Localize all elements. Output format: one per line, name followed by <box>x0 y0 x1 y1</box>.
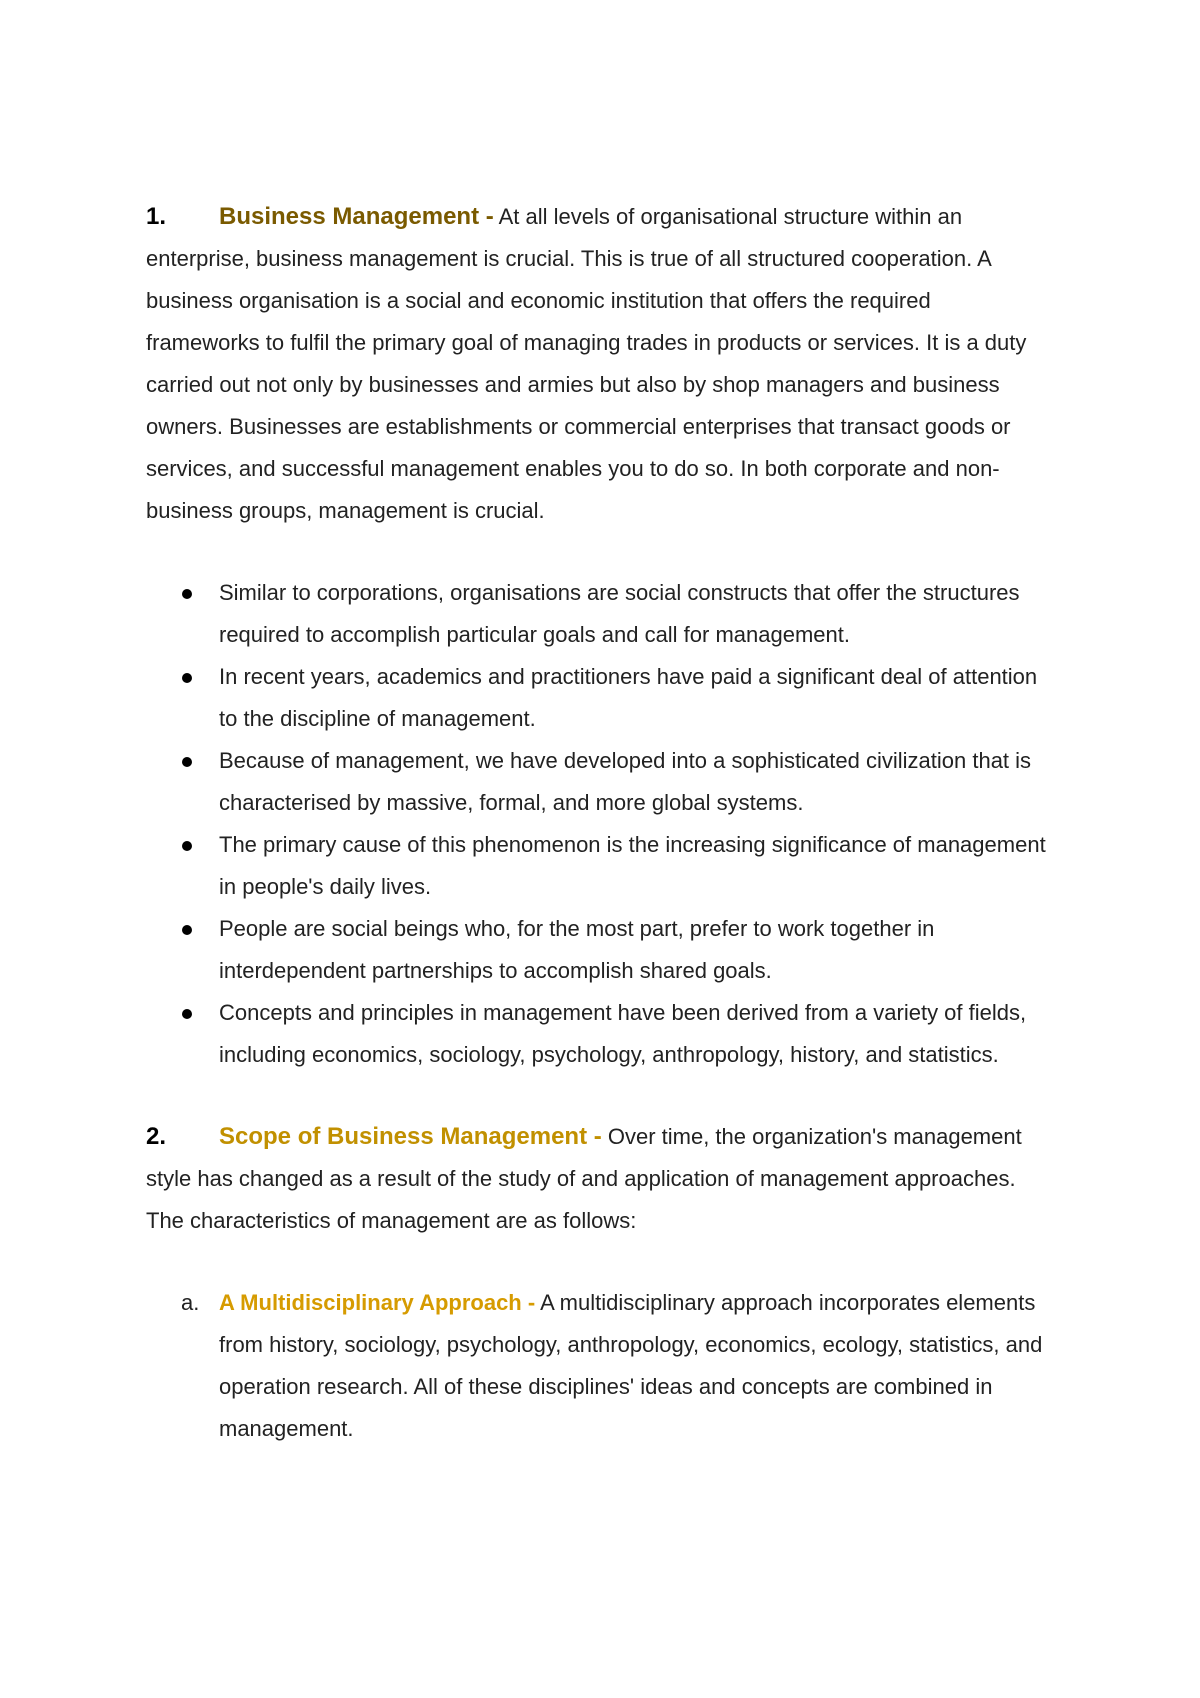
item-text: A multidisciplinary approach incorporates elements from history, sociology, psychology, anthropology, economics, ecology, statistics, and operation research. All of these disciplines' ideas and concepts are combined in management. <box>219 1290 1043 1441</box>
bullet-item <box>219 572 1046 656</box>
bullet-text: Concepts and principles in management have been derived from a variety of fields, including economics, sociology, psychology, anthropology, history, and statistics. <box>219 1000 1027 1067</box>
section-1-text: At all levels of organisational structure within an enterprise, business management is crucial. This is true of all structured cooperation. A business organisation is a social and economic institution that offers the required frameworks to fulfil the primary goal of managing trades in products or services. It is a duty carried out not only by businesses and armies but also by shop managers and business owners. Businesses are establishments or commercial enterprises that transact goods or services, and successful management enables you to do so. In both corporate and non-business groups, management is crucial. <box>146 204 1027 523</box>
bullet-item <box>219 992 1046 1076</box>
bullet-icon <box>182 1009 192 1019</box>
section-1-bullet-list <box>146 572 1046 1076</box>
section-1-paragraph <box>146 196 1046 532</box>
bullet-icon <box>182 841 192 851</box>
section-2-number: 2. <box>146 1123 167 1150</box>
section-2-text: Over time, the organization's management style has changed as a result of the study of and application of management approaches. The characteristics of management are as follows: <box>146 1124 1022 1233</box>
bullet-text: Because of management, we have developed into a sophisticated civilization that is characterised by massive, formal, and more global systems. <box>219 748 1032 815</box>
item-title: A Multidisciplinary Approach - <box>219 1290 536 1315</box>
bullet-item <box>219 908 1046 992</box>
section-1-title: Business Management - <box>219 203 494 230</box>
bullet-text: Similar to corporations, organisations are social constructs that offer the structures required to accomplish particular goals and call for management. <box>219 580 1020 647</box>
list-item <box>181 1282 1046 1450</box>
bullet-text: People are social beings who, for the most part, prefer to work together in interdependent partnerships to accomplish shared goals. <box>219 916 935 983</box>
bullet-icon <box>182 673 192 683</box>
bullet-item <box>219 824 1046 908</box>
item-marker: a. <box>181 1290 200 1315</box>
bullet-text: In recent years, academics and practitioners have paid a significant deal of attention to the discipline of management. <box>219 664 1038 731</box>
bullet-item <box>219 740 1046 824</box>
document-content <box>146 196 1046 1450</box>
section-2-title: Scope of Business Management - <box>219 1123 602 1150</box>
bullet-text: The primary cause of this phenomenon is the increasing significance of management in people's daily lives. <box>219 832 1046 899</box>
bullet-icon <box>182 589 192 599</box>
bullet-icon <box>182 925 192 935</box>
section-2-paragraph <box>146 1116 1046 1242</box>
section-1-number: 1. <box>146 203 167 230</box>
section-2-item-list <box>146 1282 1046 1450</box>
bullet-icon <box>182 757 192 767</box>
bullet-item <box>219 656 1046 740</box>
